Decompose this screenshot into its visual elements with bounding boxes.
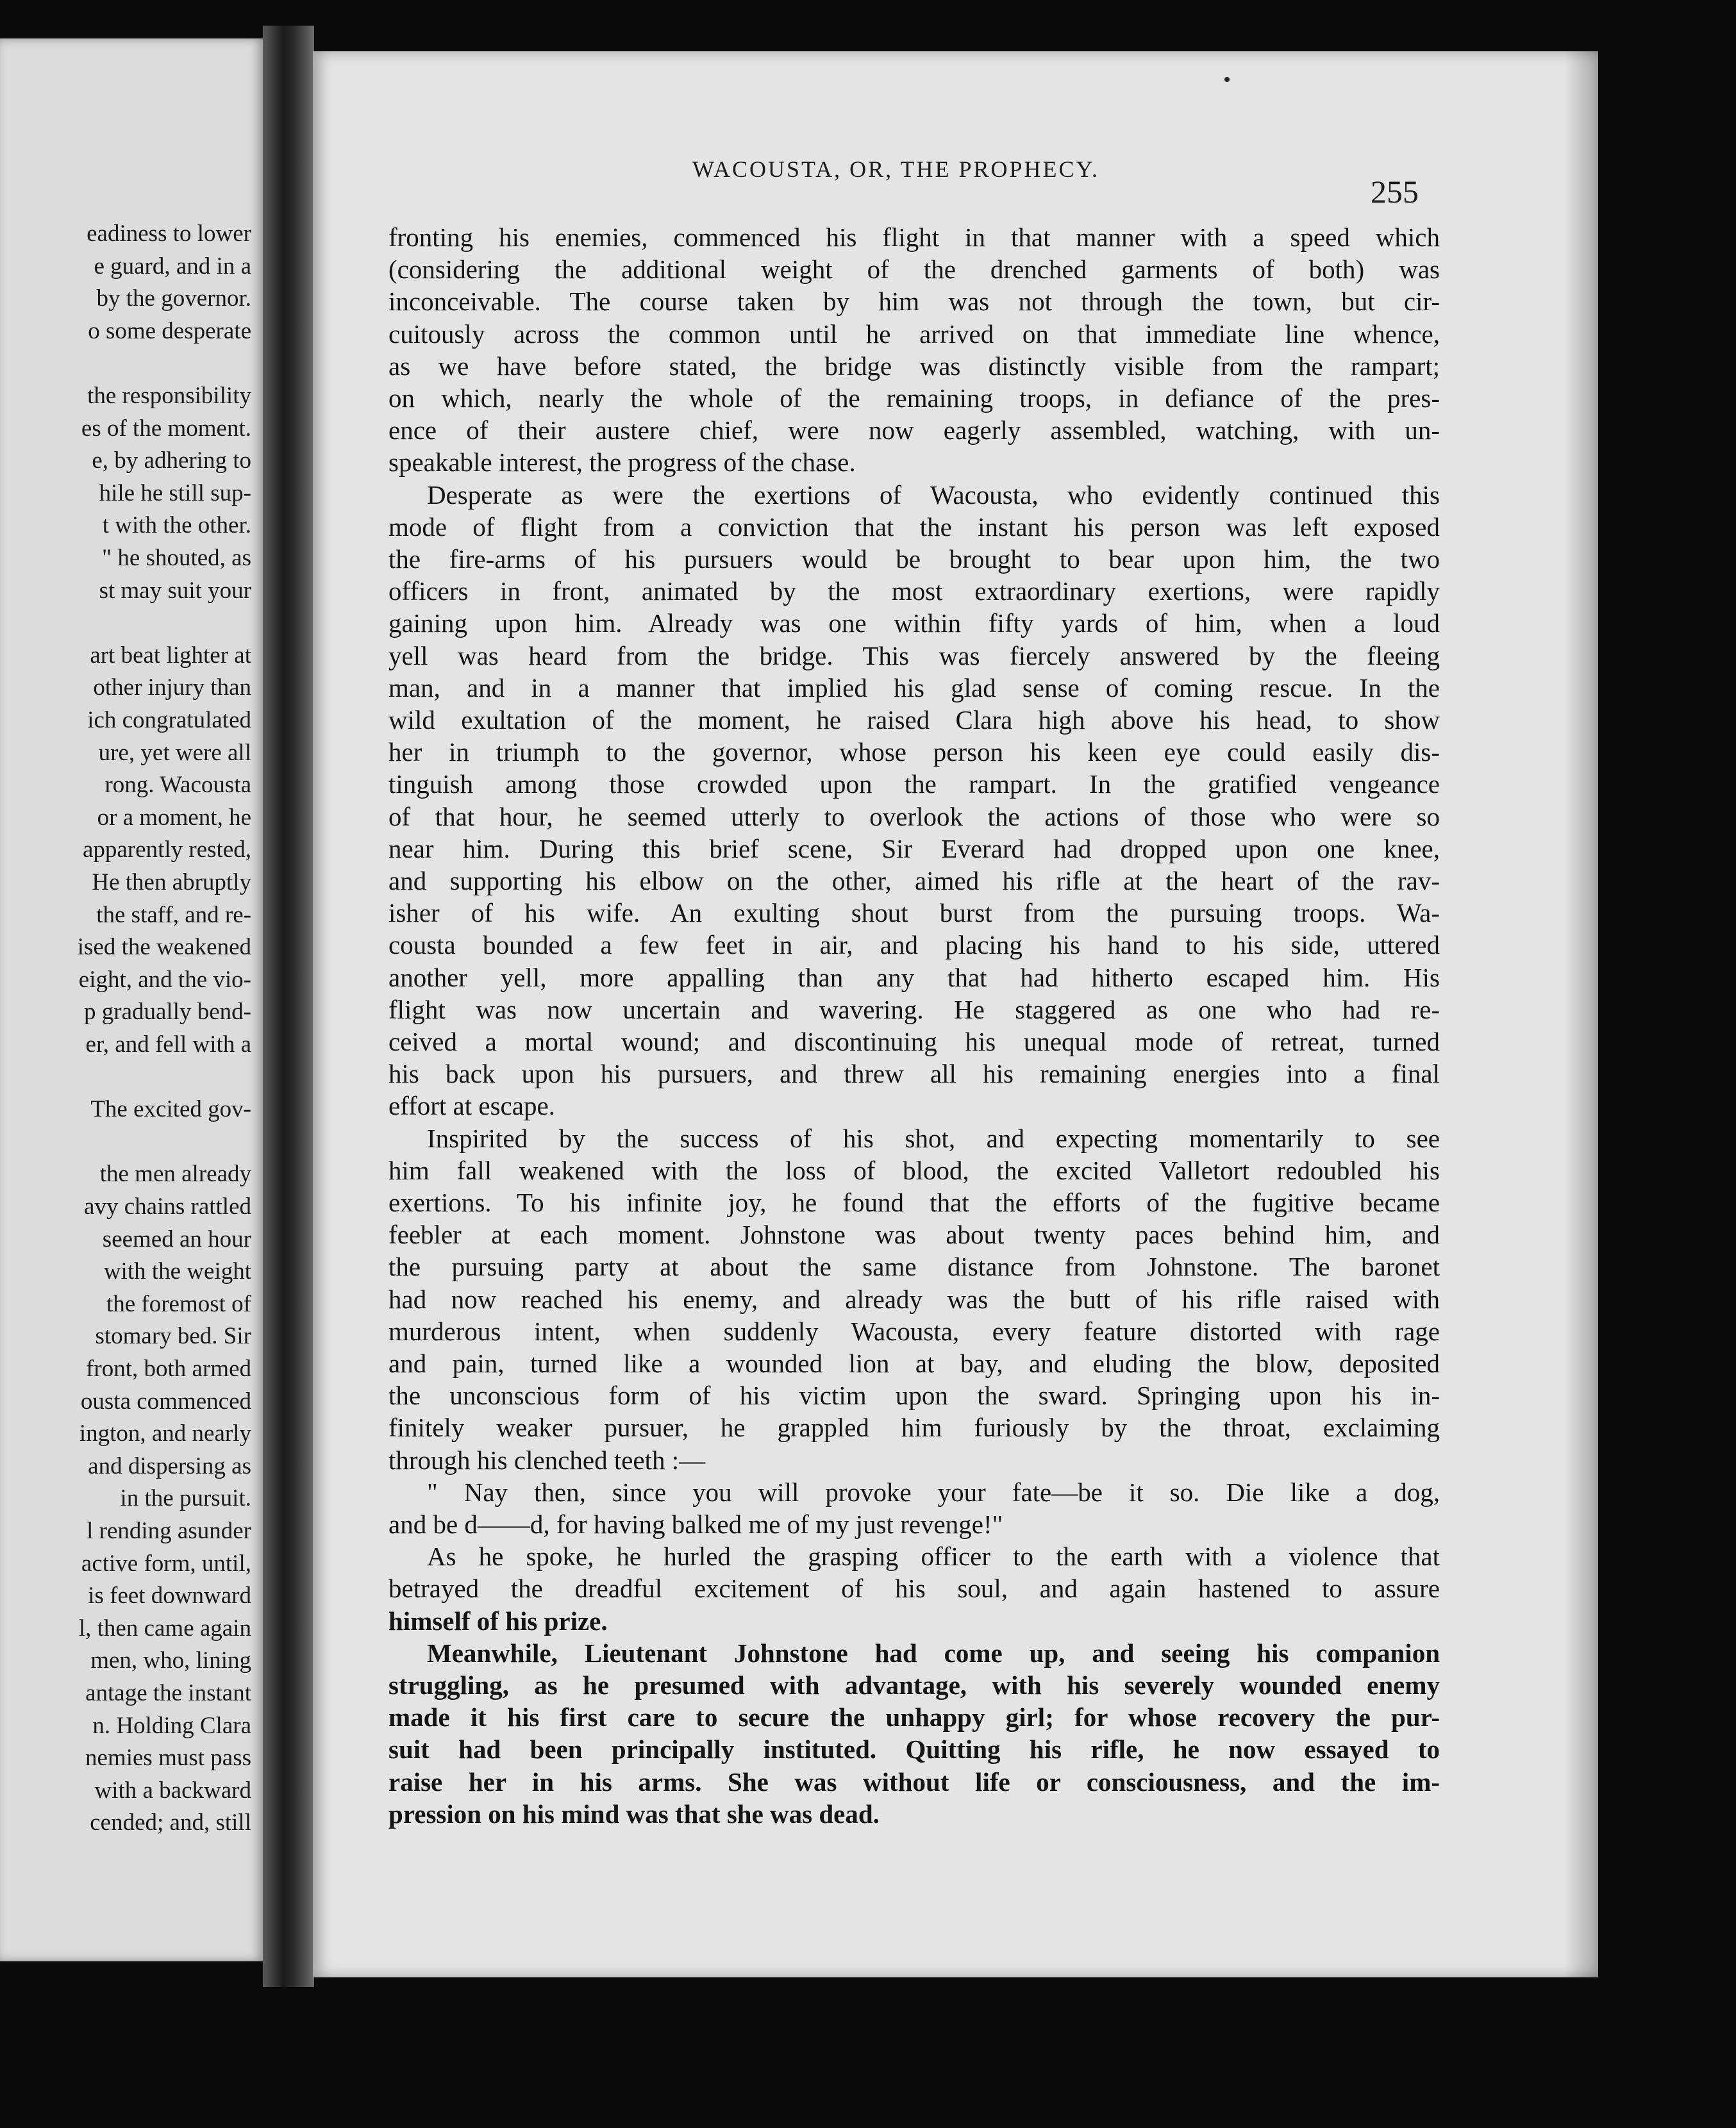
- text-line: struggling, as he presumed with advantage, with his severely wounded enemy: [388, 1670, 1440, 1700]
- text-line: her in triumph to the governor, whose person his keen eye could easily dis-: [388, 737, 1440, 767]
- facing-page-line: front, both armed: [86, 1356, 251, 1382]
- facing-page-line: l rending asunder: [87, 1518, 251, 1544]
- facing-page-line: art beat lighter at: [90, 642, 251, 669]
- text-line: Inspirited by the success of his shot, and expecting momentarily to see: [427, 1123, 1440, 1153]
- text-line: cuitously across the common until he arrived on that immediate line whence,: [388, 319, 1440, 349]
- text-line: wild exultation of the moment, he raised Clara high above his head, to show: [388, 705, 1440, 735]
- text-line: as we have before stated, the bridge was distinctly visible from the rampart;: [388, 351, 1440, 381]
- facing-page-line: stomary bed. Sir: [95, 1323, 251, 1350]
- facing-page-line: the foremost of: [106, 1290, 251, 1317]
- facing-page-line: cended; and, still: [90, 1809, 251, 1836]
- facing-page-line: o some desperate: [88, 317, 251, 344]
- text-line: pression on his mind was that she was dead.: [388, 1799, 880, 1829]
- text-line: him fall weakened with the loss of blood, the excited Valletort redoubled his: [388, 1155, 1440, 1185]
- text-line: ence of their austere chief, were now eagerly assembled, watching, with un-: [388, 415, 1440, 445]
- facing-page-line: nemies must pass: [85, 1745, 251, 1772]
- text-line: isher of his wife. An exulting shout burst from the pursuing troops. Wa-: [388, 898, 1440, 928]
- facing-page-line: er, and fell with a: [85, 1031, 251, 1058]
- text-line: speakable interest, the progress of the chase.: [388, 447, 856, 478]
- text-line: and pain, turned like a wounded lion at bay, and eluding the blow, deposited: [388, 1349, 1440, 1378]
- facing-page-line: " he shouted, as: [102, 545, 251, 571]
- facing-page-line: rong. Wacousta: [104, 772, 251, 799]
- facing-page-line: avy chains rattled: [84, 1193, 251, 1220]
- facing-page-line: t with the other.: [102, 512, 251, 539]
- text-line: (considering the additional weight of the drenched garments of both) was: [388, 254, 1440, 285]
- facing-page-line: seemed an hour: [102, 1226, 251, 1252]
- facing-page-line: active form, until,: [81, 1550, 251, 1577]
- text-line: man, and in a manner that implied his glad sense of coming rescue. In the: [388, 672, 1440, 702]
- text-line: on which, nearly the whole of the remaining troops, in defiance of the pres-: [388, 383, 1440, 413]
- text-line: betrayed the dreadful excitement of his soul, and again hastened to assure: [388, 1574, 1440, 1604]
- text-line: fronting his enemies, commenced his flight in that manner with a speed which: [388, 222, 1440, 252]
- facing-page-line: eight, and the vio-: [78, 966, 251, 993]
- text-line: and supporting his elbow on the other, aimed his rifle at the heart of the rav-: [388, 866, 1440, 895]
- text-line: the pursuing party at about the same distance from Johnstone. The baronet: [388, 1252, 1440, 1282]
- facing-page-line: or a moment, he: [97, 804, 251, 831]
- text-line: cousta bounded a few feet in air, and placing his hand to his side, uttered: [388, 930, 1440, 960]
- facing-page-line: ure, yet were all: [98, 739, 251, 766]
- facing-page-line: men, who, lining: [90, 1647, 251, 1674]
- text-line: Meanwhile, Lieutenant Johnstone had come up, and seeing his companion: [427, 1638, 1440, 1668]
- facing-page-line: other injury than: [93, 674, 251, 701]
- text-line: had now reached his enemy, and already was the butt of his rifle raised with: [388, 1284, 1440, 1314]
- facing-page-line: ich congratulated: [87, 707, 251, 733]
- facing-page-line: the men already: [99, 1161, 251, 1188]
- facing-page-line: ington, and nearly: [79, 1420, 251, 1447]
- facing-page-line: with a backward: [94, 1777, 251, 1804]
- text-line: ceived a mortal wound; and discontinuing his unequal mode of retreat, turned: [388, 1027, 1440, 1056]
- facing-page-line: the staff, and re-: [96, 901, 251, 928]
- facing-page-line: ised the weakened: [77, 934, 251, 961]
- text-line: and be d——d, for having balked me of my just revenge!": [388, 1509, 1003, 1539]
- text-line: As he spoke, he hurled the grasping officer to the earth with a violence that: [427, 1542, 1440, 1572]
- facing-page-line: es of the moment.: [81, 415, 251, 442]
- text-line: made it his first care to secure the unhappy girl; for whose recovery the pur-: [388, 1702, 1440, 1733]
- text-line: Desperate as were the exertions of Wacousta, who evidently continued this: [427, 479, 1440, 510]
- facing-page-line: The excited gov-: [90, 1096, 251, 1123]
- text-line: tinguish among those crowded upon the rampart. In the gratified vengeance: [388, 769, 1440, 799]
- facing-page-line: is feet downward: [88, 1583, 251, 1609]
- facing-page-line: apparently rested,: [83, 836, 251, 863]
- text-line: raise her in his arms. She was without life or consciousness, and the im-: [388, 1766, 1440, 1797]
- facing-page-line: e guard, and in a: [94, 253, 251, 279]
- text-line: the unconscious form of his victim upon the sward. Springing upon his in-: [388, 1381, 1440, 1411]
- text-line: finitely weaker pursuer, he grappled him furiously by the throat, exclaiming: [388, 1413, 1440, 1443]
- facing-page-line: He then abruptly: [92, 869, 251, 895]
- text-line: mode of flight from a conviction that the instant his person was left exposed: [388, 511, 1440, 542]
- text-line: gaining upon him. Already was one within fifty yards of him, when a loud: [388, 608, 1440, 638]
- text-line: another yell, more appalling than any that had hitherto escaped him. His: [388, 962, 1440, 992]
- text-line: murderous intent, when suddenly Wacousta, every feature distorted with rage: [388, 1316, 1440, 1346]
- facing-page-line: l, then came again: [78, 1615, 251, 1642]
- facing-page-line: by the governor.: [96, 285, 251, 312]
- facing-page: [0, 38, 263, 1961]
- page-edge-shadow: [1564, 51, 1599, 1977]
- facing-page-line: p gradually bend-: [84, 999, 251, 1026]
- text-line: effort at escape.: [388, 1091, 555, 1121]
- facing-page-line: st may suit your: [99, 577, 251, 604]
- text-line: suit had been principally instituted. Quitting his rifle, he now essayed to: [388, 1734, 1440, 1765]
- facing-page-line: n. Holding Clara: [92, 1712, 251, 1739]
- text-line: " Nay then, since you will provoke your fate—be it so. Die like a dog,: [427, 1477, 1440, 1507]
- book-gutter: [263, 26, 314, 1987]
- text-line: yell was heard from the bridge. This was fiercely answered by the fleeing: [388, 640, 1440, 670]
- text-line: flight was now uncertain and wavering. He staggered as one who had re-: [388, 994, 1440, 1024]
- facing-page-line: in the pursuit.: [120, 1485, 251, 1512]
- text-line: of that hour, he seemed utterly to overlook the actions of those who were so: [388, 801, 1440, 831]
- text-line: himself of his prize.: [388, 1606, 608, 1636]
- text-line: exertions. To his infinite joy, he found that the efforts of the fugitive became: [388, 1188, 1440, 1217]
- facing-page-line: with the weight: [103, 1258, 251, 1285]
- text-line: through his clenched teeth :—: [388, 1445, 706, 1475]
- facing-page-line: e, by adhering to: [92, 447, 251, 474]
- facing-page-line: eadiness to lower: [87, 220, 251, 247]
- text-line: his back upon his pursuers, and threw all his remaining energies into a final: [388, 1059, 1440, 1089]
- facing-page-line: antage the instant: [85, 1680, 251, 1706]
- running-head: WACOUSTA, OR, THE PROPHECY.: [692, 156, 1099, 182]
- facing-page-line: the responsibility: [87, 383, 251, 409]
- facing-page-line: ousta commenced: [80, 1388, 251, 1415]
- text-line: feebler at each moment. Johnstone was about twenty paces behind him, and: [388, 1220, 1440, 1250]
- text-line: the fire-arms of his pursuers would be brought to bear upon him, the two: [388, 544, 1440, 574]
- ink-speck: [1224, 77, 1230, 82]
- text-line: officers in front, animated by the most extraordinary exertions, were rapidly: [388, 576, 1440, 606]
- facing-page-line: hile he still sup-: [99, 479, 251, 506]
- page-number: 255: [1371, 174, 1419, 210]
- text-line: near him. During this brief scene, Sir Everard had dropped upon one knee,: [388, 833, 1440, 863]
- text-line: inconceivable. The course taken by him was not through the town, but cir-: [388, 287, 1440, 317]
- facing-page-line: and dispersing as: [88, 1452, 251, 1479]
